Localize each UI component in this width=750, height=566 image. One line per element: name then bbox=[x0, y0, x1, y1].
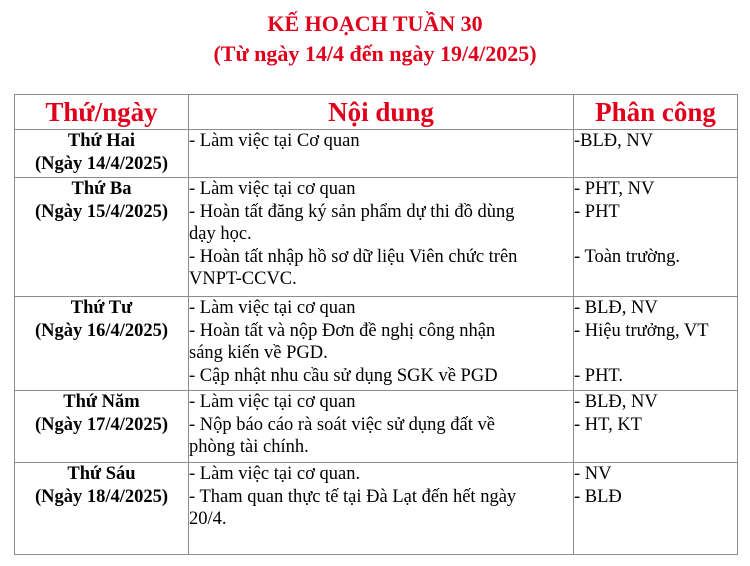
document-subtitle: (Từ ngày 14/4 đến ngày 19/4/2025) bbox=[213, 41, 537, 66]
assign-cell bbox=[574, 130, 738, 178]
assign-line: - HT, KT bbox=[574, 414, 642, 435]
column-header-assign: Phân công bbox=[574, 95, 738, 130]
assign-spacer bbox=[574, 342, 737, 365]
assign-spacer bbox=[574, 223, 737, 246]
day-cell bbox=[15, 391, 189, 463]
table-row bbox=[15, 463, 738, 555]
table-row bbox=[15, 178, 738, 297]
day-name: Thứ Ba bbox=[71, 179, 132, 199]
column-header-day: Thứ/ngày bbox=[15, 95, 189, 130]
table-header-row bbox=[15, 95, 738, 130]
assign-cell bbox=[574, 297, 738, 391]
day-cell bbox=[15, 130, 189, 178]
content-line: - Làm việc tại cơ quan bbox=[189, 298, 356, 318]
content-line: - Hoàn tất đăng ký sản phẩm dự thi đồ dùng bbox=[189, 201, 515, 222]
content-line: phòng tài chính. bbox=[189, 437, 309, 457]
content-line: - Cập nhật nhu cầu sử dụng SGK về PGD bbox=[189, 365, 498, 386]
content-line: - Làm việc tại Cơ quan bbox=[189, 131, 360, 151]
assign-cell bbox=[574, 178, 738, 297]
table-row bbox=[15, 130, 738, 178]
day-name: Thứ Tư bbox=[70, 298, 133, 318]
assign-line: - Toàn trường. bbox=[574, 246, 681, 267]
content-line: - Hoàn tất nhập hồ sơ dữ liệu Viên chức trên bbox=[189, 246, 518, 267]
assign-line: - PHT, NV bbox=[574, 179, 655, 199]
assign-line: - PHT bbox=[574, 201, 620, 222]
document-title: KẾ HOẠCH TUẦN 30 bbox=[267, 11, 483, 36]
assign-line: -BLĐ, NV bbox=[574, 131, 654, 151]
schedule-table bbox=[14, 94, 738, 555]
assign-line: - BLĐ, NV bbox=[574, 298, 658, 318]
column-header-content: Nội dung bbox=[189, 95, 574, 130]
content-line: - Làm việc tại cơ quan bbox=[189, 179, 356, 199]
day-date: (Ngày 15/4/2025) bbox=[34, 201, 169, 222]
content-line: sáng kiến về PGD. bbox=[189, 343, 328, 363]
content-line: dạy học. bbox=[189, 224, 252, 244]
assign-cell bbox=[574, 463, 738, 555]
content-cell bbox=[189, 178, 574, 297]
day-name: Thứ Năm bbox=[63, 392, 140, 412]
day-date: (Ngày 18/4/2025) bbox=[34, 486, 169, 507]
assign-line: - Hiệu trưởng, VT bbox=[574, 320, 709, 341]
content-line: 20/4. bbox=[189, 509, 227, 529]
content-line: - Làm việc tại cơ quan. bbox=[189, 464, 361, 484]
day-cell bbox=[15, 297, 189, 391]
day-date: (Ngày 17/4/2025) bbox=[34, 414, 169, 435]
content-cell bbox=[189, 463, 574, 555]
table-row bbox=[15, 391, 738, 463]
day-name: Thứ Sáu bbox=[67, 464, 136, 484]
assign-line: - PHT. bbox=[574, 365, 623, 386]
content-line: - Hoàn tất và nộp Đơn đề nghị công nhận bbox=[189, 320, 496, 341]
content-line: - Tham quan thực tế tại Đà Lạt đến hết ngày bbox=[189, 486, 517, 507]
content-cell bbox=[189, 130, 574, 178]
day-cell bbox=[15, 463, 189, 555]
content-cell bbox=[189, 391, 574, 463]
day-name: Thứ Hai bbox=[67, 131, 136, 151]
content-line: - Làm việc tại cơ quan bbox=[189, 392, 356, 412]
assign-line: - NV bbox=[574, 464, 612, 484]
day-date: (Ngày 14/4/2025) bbox=[34, 153, 169, 174]
content-line: VNPT-CCVC. bbox=[189, 269, 297, 289]
content-cell bbox=[189, 297, 574, 391]
table-row bbox=[15, 297, 738, 391]
content-line: - Nộp báo cáo rà soát việc sử dụng đất về bbox=[189, 414, 495, 435]
assign-cell bbox=[574, 391, 738, 463]
day-date: (Ngày 16/4/2025) bbox=[34, 320, 169, 341]
assign-line: - BLĐ bbox=[574, 486, 622, 507]
assign-line: - BLĐ, NV bbox=[574, 392, 658, 412]
day-cell bbox=[15, 178, 189, 297]
